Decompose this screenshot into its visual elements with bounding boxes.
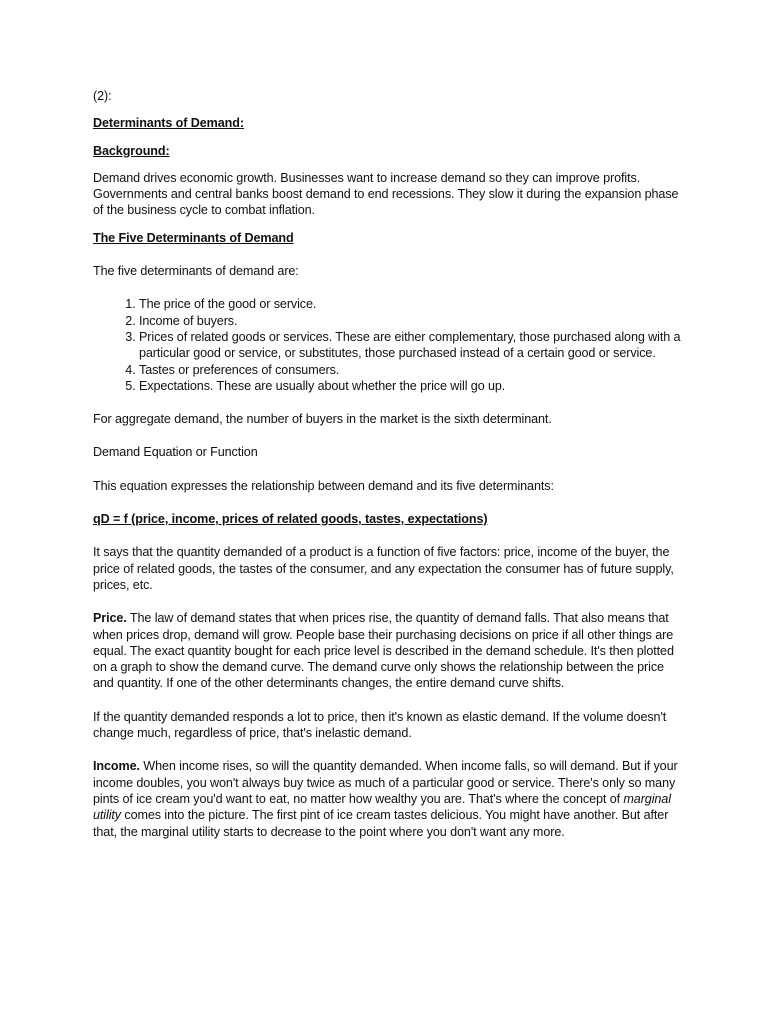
five-determinants-heading: The Five Determinants of Demand [93, 230, 294, 245]
five-determinants-intro: The five determinants of demand are: [93, 264, 299, 279]
aggregate-demand-paragraph: For aggregate demand, the number of buyers in the market is the sixth determinant. [93, 412, 552, 427]
demand-equation: qD = f (price, income, prices of related goods, tastes, expectations) [93, 512, 488, 527]
elastic-paragraph: If the quantity demanded responds a lot to price, then it's known as elastic demand. If the volume doesn't change much, regardless of price, that's inelastic demand. [93, 709, 667, 741]
list-item: 1. The price of the good or service. [139, 296, 683, 312]
document-page [93, 88, 683, 840]
document-title: Determinants of Demand: [93, 116, 244, 131]
equation-explanation: It says that the quantity demanded of a product is a function of five factors: price, income of the buyer, the price of related goods, the tastes of the consumer, and any expectation the consumer has of future supply, prices, etc. [93, 545, 674, 592]
list-item: 5. Expectations. These are usually about whether the price will go up. [139, 378, 683, 394]
income-label: Income. [93, 759, 140, 774]
determinants-list [93, 296, 683, 394]
income-paragraph [93, 758, 683, 839]
price-paragraph [93, 610, 683, 691]
price-label: Price. [93, 611, 127, 626]
income-text-part-2: comes into the picture. The first pint of ice cream tastes delicious. You might have another. But after that, the marginal utility starts to decrease to the point where you don't want any more. [93, 808, 669, 839]
background-paragraph: Demand drives economic growth. Businesses want to increase demand so they can improve profits. Governments and central banks boost demand to end recessions. They slow it during the expansion phase of the business cycle to combat inflation. [93, 170, 679, 218]
marginal-utility-term: marginal utility [93, 791, 671, 823]
income-text-part-1: When income rises, so will the quantity demanded. When income falls, so will demand. But if your income doubles, you won't always buy twice as much of a particular good or service. There's only so many pints of ice cream you'd want to eat, no matter how wealthy you are. That's where the concept of [93, 759, 678, 806]
equation-heading: Demand Equation or Function [93, 445, 258, 460]
list-item: 2. Income of buyers. [139, 313, 683, 329]
equation-intro: This equation expresses the relationship between demand and its five determinants: [93, 478, 554, 493]
list-item: 4. Tastes or preferences of consumers. [139, 362, 683, 378]
section-number: (2): [93, 89, 112, 103]
price-text: The law of demand states that when prices rise, the quantity of demand falls. That also means that when prices drop, demand will grow. People base their purchasing decisions on price if all other things are equal. The exact quantity bought for each price level is described in the demand schedule. It's then plotted on a graph to show the demand curve. The demand curve only shows the relationship between the price and quantity. If one of the other determinants changes, the entire demand curve shifts. [93, 611, 674, 691]
list-item: 3. Prices of related goods or services. These are either complementary, those purchased along with a particular good or service, or substitutes, those purchased instead of a certain good or service. [139, 329, 683, 362]
background-heading: Background: [93, 143, 170, 158]
